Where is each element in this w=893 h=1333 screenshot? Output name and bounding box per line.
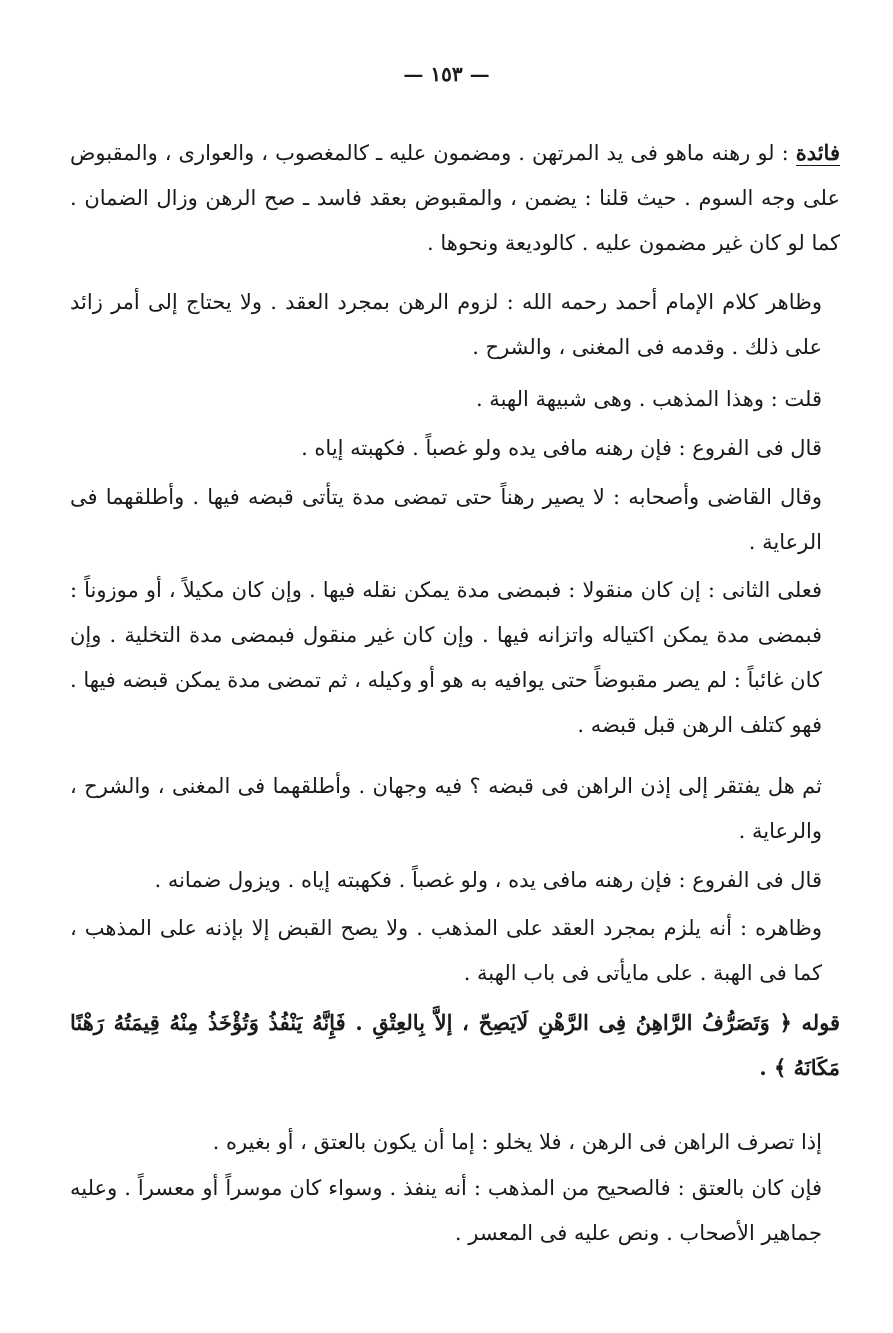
text-block-3 bbox=[70, 377, 840, 422]
paragraph-qal-furu-1: قال فى الفروع : فإن رهنه مافى يده ولو غصباً . فكهبته إياه . bbox=[301, 436, 822, 460]
text-block-1 bbox=[70, 130, 840, 266]
text-block-8 bbox=[70, 858, 840, 903]
text-block-7 bbox=[70, 764, 840, 854]
paragraph-qal-furu-2: قال فى الفروع : فإن رهنه مافى يده ، ولو غصباً . فكهبته إياه . ويزول ضمانه . bbox=[154, 868, 822, 892]
paragraph-qal-qadi: وقال القاضى وأصحابه : لا يصير رهناً حتى تمضى مدة يتأتى قبضه فيها . وأطلقهما فى الرعاية . bbox=[70, 485, 822, 554]
quote-lead: قوله bbox=[801, 1010, 840, 1035]
text-block-11 bbox=[70, 1166, 840, 1256]
page-number: — ١٥٣ — bbox=[403, 62, 490, 86]
fa-ida-text: : لو رهنه ماهو فى يد المرتهن . ومضمون عليه ـ كالمغصوب ، والعوارى ، والمقبوض على وجه السوم . حيث قلنا : يضمن ، والمقبوض بعقد فاسد ـ صح الرهن وزال الضمان . كما لو كان غير مضمون عليه . كالوديعة ونحوها . bbox=[70, 141, 840, 255]
text-block-9 bbox=[70, 906, 840, 996]
text-block-2 bbox=[70, 280, 840, 370]
text-block-5 bbox=[70, 475, 840, 565]
text-block-6 bbox=[70, 568, 840, 748]
text-block-4 bbox=[70, 426, 840, 471]
paragraph-fa-ala-thani: فعلى الثانى : إن كان منقولا : فبمضى مدة يمكن نقله فيها . وإن كان مكيلاً ، أو موزوناً : فبمضى مدة يمكن اكتياله واتزانه فيها . وإن كان غير منقول فبمضى مدة التخلية . وإن كان غائباً : لم يصر مقبوضاً حتى يوافيه به هو أو وكيله ، ثم تمضى مدة يمكن قبضه فيها . فهو كتلف الرهن قبل قبضه . bbox=[70, 578, 822, 737]
paragraph-fa-in-kana: فإن كان بالعتق : فالصحيح من المذهب : أنه ينفذ . وسواء كان موسراً أو معسراً . وعليه جماهير الأصحاب . ونص عليه فى المعسر . bbox=[70, 1176, 822, 1245]
text-block-10 bbox=[70, 1120, 840, 1165]
paragraph-fa-ida bbox=[70, 130, 840, 266]
fa-ida-term: فائدة bbox=[795, 140, 840, 165]
quote-text: ﴿ وَتَصَرُّفُ الرَّاهِنُ فِى الرَّهْنِ لَايَصِحّ ، إلاَّ بِالعِتْقِ . فَإِنَّهُ يَنْفُذُ وَتُؤْخَذُ مِنْهُ قِيمَتُهُ رَهْنًا مَكَانَهُ ﴾ . bbox=[70, 1010, 840, 1080]
paragraph-zahir-kalam: وظاهر كلام الإمام أحمد رحمه الله : لزوم الرهن بمجرد العقد . ولا يحتاج إلى أمر زائد على ذلك . وقدمه فى المغنى ، والشرح . bbox=[70, 290, 822, 359]
paragraph-qult: قلت : وهذا المذهب . وهى شبيهة الهبة . bbox=[475, 387, 822, 411]
paragraph-thumma-hal: ثم هل يفتقر إلى إذن الراهن فى قبضه ؟ فيه وجهان . وأطلقهما فى المغنى ، والشرح ، والرعاية . bbox=[70, 774, 822, 843]
paragraph-idha-tasarrafa: إذا تصرف الراهن فى الرهن ، فلا يخلو : إما أن يكون بالعتق ، أو بغيره . bbox=[212, 1130, 822, 1154]
quoted-matn bbox=[70, 1000, 840, 1090]
paragraph-zahiruhu: وظاهره : أنه يلزم بمجرد العقد على المذهب . ولا يصح القبض إلا بإذنه على المذهب ، كما فى الهبة . على مايأتى فى باب الهبة . bbox=[70, 916, 822, 985]
quote-block bbox=[70, 1000, 840, 1090]
